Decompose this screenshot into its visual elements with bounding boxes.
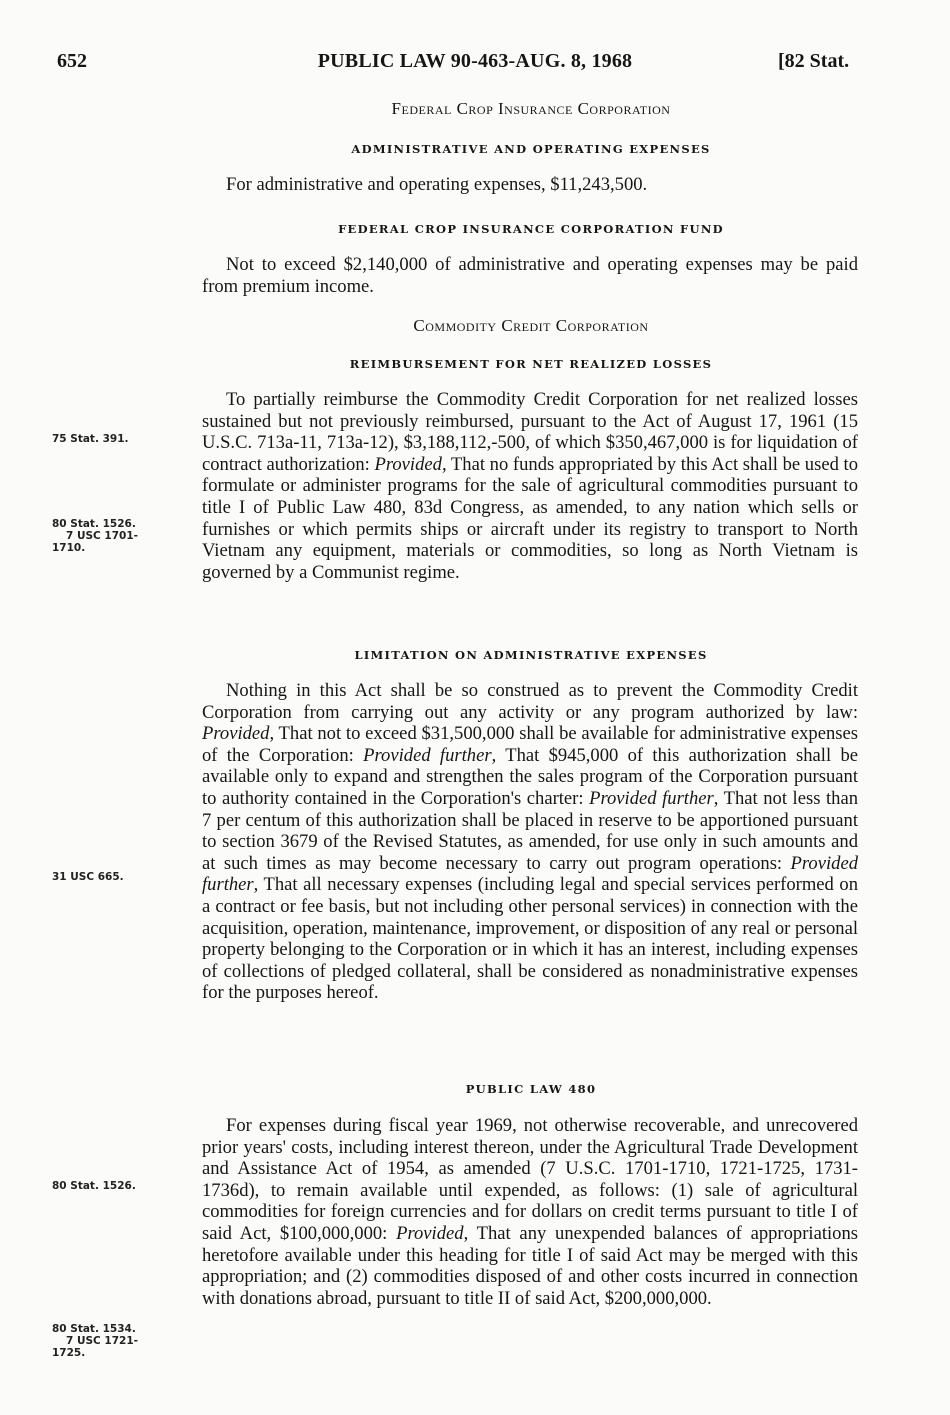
margin-note-2-line2: 7 USC 1701- xyxy=(66,530,138,542)
subheading-fund: FEDERAL CROP INSURANCE CORPORATION FUND xyxy=(338,222,724,236)
heading-ccc: Commodity Credit Corporation xyxy=(413,316,649,335)
para-reimbursement xyxy=(202,389,858,583)
reimb-text-1: To partially reimburse the Commodity Credit Corporation for net realized losses sustained but not previously reimbursed, pursuant to the Act of August 17, 1961 (15 U.S.C. 713a-11, 713a-12), $3,188,112,-500, of which $350,467,000 is for liquidation of contract authorization: xyxy=(202,389,858,475)
pl480-provided: Provided xyxy=(396,1222,464,1244)
margin-note-2-line1: 80 Stat. 1526. xyxy=(52,518,136,530)
pl480-text-1: For expenses during fiscal year 1969, not otherwise recoverable, and unrecovered prior years' costs, including interest thereon, under the Agricultural Trade Development and Assistance Act of 1954, as amended (7 U.S.C. 1701-1710, 1721-1725, 1731-1736d), to remain available until expended, as follows: (1) sale of agricultural commodities for foreign currencies and for dollars on credit terms pursuant to title I of said Act, $100,000,000: xyxy=(202,1115,858,1244)
margin-note-5-line3: 1725. xyxy=(52,1347,86,1359)
volume-label: [82 Stat. xyxy=(778,50,850,72)
margin-note-5-line1: 80 Stat. 1534. xyxy=(52,1323,136,1335)
limit-text-3: , That $945,000 of this authorization shall be available only to expand and strengthen the sales program of the Corporation pursuant to authority contained in the Corporation's charter: xyxy=(202,744,858,809)
para-pl480 xyxy=(202,1115,858,1309)
heading-fcic: Federal Crop Insurance Corporation xyxy=(391,99,671,118)
subheading-pl480: PUBLIC LAW 480 xyxy=(465,1082,597,1096)
page-header xyxy=(0,50,950,86)
limit-provided-2: Provided further xyxy=(363,744,492,766)
page-number: 652 xyxy=(57,50,87,72)
para-limitation xyxy=(202,680,858,1004)
margin-note-4: 80 Stat. 1526. xyxy=(52,1180,136,1192)
limit-text-1: Nothing in this Act shall be so construed as to prevent the Commodity Credit Corporation from carrying out any activity or any program authorized by law: xyxy=(202,680,858,723)
subheading-admin: ADMINISTRATIVE AND OPERATING EXPENSES xyxy=(351,142,711,156)
margin-note-2 xyxy=(52,518,172,554)
limit-text-4: , That not less than 7 per centum of this authorization shall be placed in reserve to be apportioned pursuant to section 3679 of the Revised Statutes, as amended, for use only in such amounts and at such times as may become necessary to carry out program operations: xyxy=(202,787,858,874)
running-title: PUBLIC LAW 90-463-AUG. 8, 1968 xyxy=(317,50,633,72)
limit-text-2: , That not to exceed $31,500,000 shall be available for administrative expenses of the Corporation: xyxy=(202,723,858,766)
reimb-text-2: , That no funds appropriated by this Act shall be used to formulate or administer programs for the sale of agricultural commodities pursuant to title I of Public Law 480, 83d Congress, as amended, to any nation which sells or furnishes or which permits ships or aircraft under its registry to transport to North Vietnam any equipment, materials or commodities, so long as North Vietnam is governed by a Communist regime. xyxy=(202,453,858,583)
margin-note-1: 75 Stat. 391. xyxy=(52,433,129,445)
subheading-limitation: LIMITATION ON ADMINISTRATIVE EXPENSES xyxy=(354,648,708,662)
margin-note-3: 31 USC 665. xyxy=(52,871,124,883)
margin-note-5 xyxy=(52,1323,172,1359)
subheading-reimbursement: REIMBURSEMENT FOR NET REALIZED LOSSES xyxy=(349,357,713,371)
limit-provided-4: Provided further xyxy=(202,852,858,896)
para-admin: For administrative and operating expenses, $11,243,500. xyxy=(226,174,648,195)
limit-provided-1: Provided xyxy=(202,723,270,745)
limit-provided-3: Provided further xyxy=(589,787,714,809)
margin-note-2-line3: 1710. xyxy=(52,542,86,554)
para-fund: Not to exceed $2,140,000 of administrative and operating expenses may be paid from premium income. xyxy=(202,254,858,297)
margin-note-5-line2: 7 USC 1721- xyxy=(66,1335,138,1347)
limit-text-5: , That all necessary expenses (including legal and special services performed on a contract or fee basis, but not including other personal services) in connection with the acquisition, operation, maintenance, improvement, or disposition of any real or personal property belonging to the Corporation or in which it has an interest, including expenses of collections of pledged collateral, shall be considered as nonadministrative expenses for the purposes hereof. xyxy=(202,874,858,1004)
reimb-provided: Provided xyxy=(374,453,442,475)
pl480-text-2: , That any unexpended balances of appropriations heretofore available under this heading for title I of said Act may be merged with this appropriation; and (2) commodities disposed of and other costs incurred in connection with donations abroad, pursuant to title II of said Act, $200,000,000. xyxy=(202,1222,858,1309)
